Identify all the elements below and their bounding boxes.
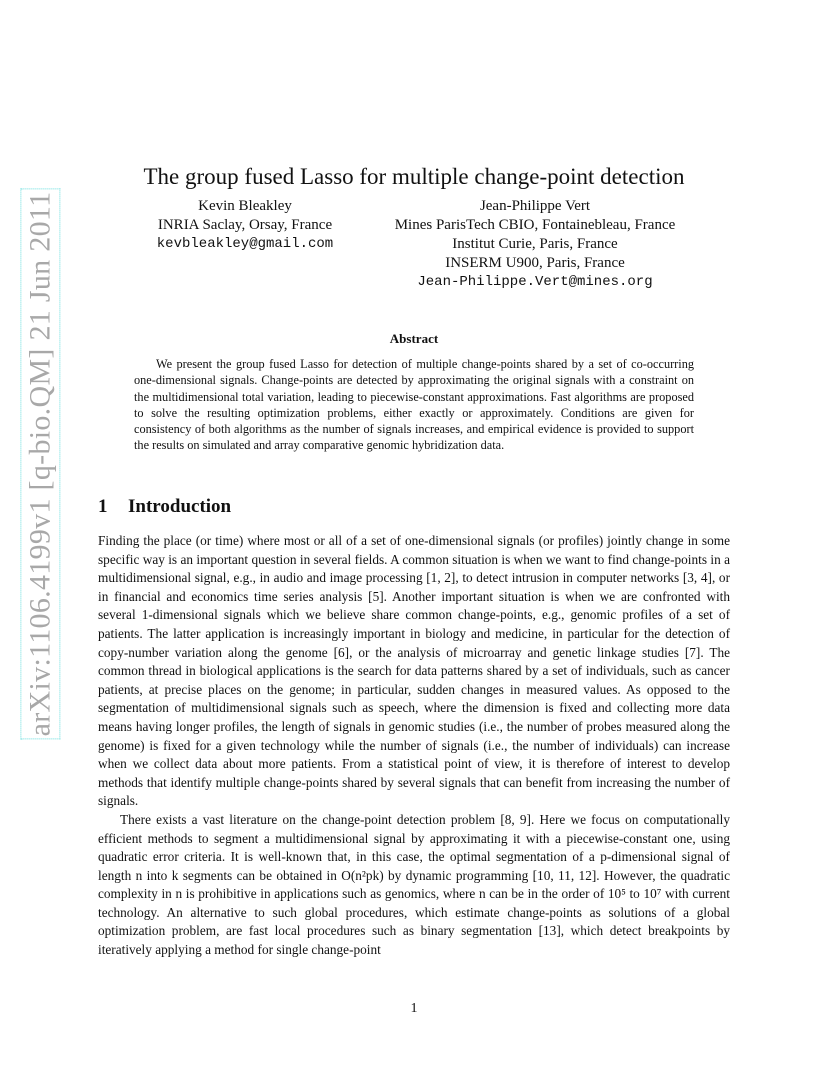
paragraph: Finding the place (or time) where most or all of a set of one-dimensional signals (or profiles) jointly change in some specific way is an important question in several fields. A common situation is when we want to find change-points in a multidimensional signal, e.g., in audio and image processing [1, 2], to detect intrusion in computer networks [3, 4], or in financial and economics time series analysis [5]. Another important situation is when we are confronted with several 1-dimensional signals which we believe share common change-points, e.g., genomic profiles of a set of patients. The latter application is increasingly important in biology and medicine, in particular for the detection of copy-number variation along the genome [6], or the analysis of microarray and genetic linkage studies [7]. The common thread in biological applications is the search for data patterns shared by a set of individuals, such as cancer patients, at precise places on the genome; in particular, sudden changes in measured values. As opposed to the segmentation of multidimensional signals such as speech, where the dimension is fixed and collecting more data means having longer profiles, the length of signals in genomic studies (i.e., the number of probes measured along the genome) is fixed for a given technology while the number of signals (i.e., the number of individuals) can increase when we collect data about more patients. From a statistical point of view, it is therefore of interest to develop methods that identify multiple change-points shared by several signals that can benefit from increasing the number of signals. xyxy=(98,533,730,809)
arxiv-identifier xyxy=(18,191,62,737)
author-affiliation: INSERM U900, Paris, France xyxy=(445,255,625,271)
author-block-2 xyxy=(380,197,690,292)
paper-title: The group fused Lasso for multiple change-point detection xyxy=(143,164,685,190)
author-affiliation: Institut Curie, Paris, France xyxy=(452,236,618,252)
author-name: Jean-Philippe Vert xyxy=(479,198,591,214)
paragraph: There exists a vast literature on the change-point detection problem [8, 9]. Here we focus on computationally efficient methods to segment a multidimensional signal by approximating it with a piecewise-constant one, using quadratic error criteria. It is well-known that, in this case, the optimal segmentation of a p-dimensional signal of length n into k segments can be obtained in O(n²pk) by dynamic programming [10, 11, 12]. However, the quadratic complexity in n is prohibitive in applications such as genomics, where n can be in the order of 10⁵ to 10⁷ with current technology. An alternative to such global procedures, which estimate change-points as solutions of a global optimization problem, are fast local procedures such as binary segmentation [13], which detect breakpoints by iteratively applying a method for single change-point xyxy=(98,811,730,958)
section-title-text: Introduction xyxy=(128,496,232,517)
arxiv-identifier-text: arXiv:1106.4199v1 [q-bio.QM] 21 Jun 2011 xyxy=(23,191,57,737)
author-block-1 xyxy=(134,197,356,254)
author-name: Kevin Bleakley xyxy=(198,198,292,214)
section-heading xyxy=(98,496,231,518)
abstract-text: We present the group fused Lasso for detection of multiple change-points shared by a set of co-occurring one-dimensional signals. Change-points are detected by approximating the original signals with a constraint on the multidimensional total variation, leading to piecewise-constant approximations. Fast algorithms are proposed to solve the resulting optimization problems, either exactly or approximately. Conditions are given for consistency of both algorithms as the number of signals increases, and empirical evidence is provided to support the results on simulated and array comparative genomic hybridization data. xyxy=(134,357,694,453)
page-number: 1 xyxy=(410,1001,418,1016)
author-affiliation: INRIA Saclay, Orsay, France xyxy=(157,217,333,233)
section-body xyxy=(98,532,730,960)
author-affiliation: Mines ParisTech CBIO, Fontainebleau, France xyxy=(394,217,676,233)
author-email: Jean-Philippe.Vert@mines.org xyxy=(417,274,653,290)
section-number: 1 xyxy=(98,496,108,517)
author-email: kevbleakley@gmail.com xyxy=(156,236,334,252)
abstract-heading: Abstract xyxy=(389,331,439,346)
